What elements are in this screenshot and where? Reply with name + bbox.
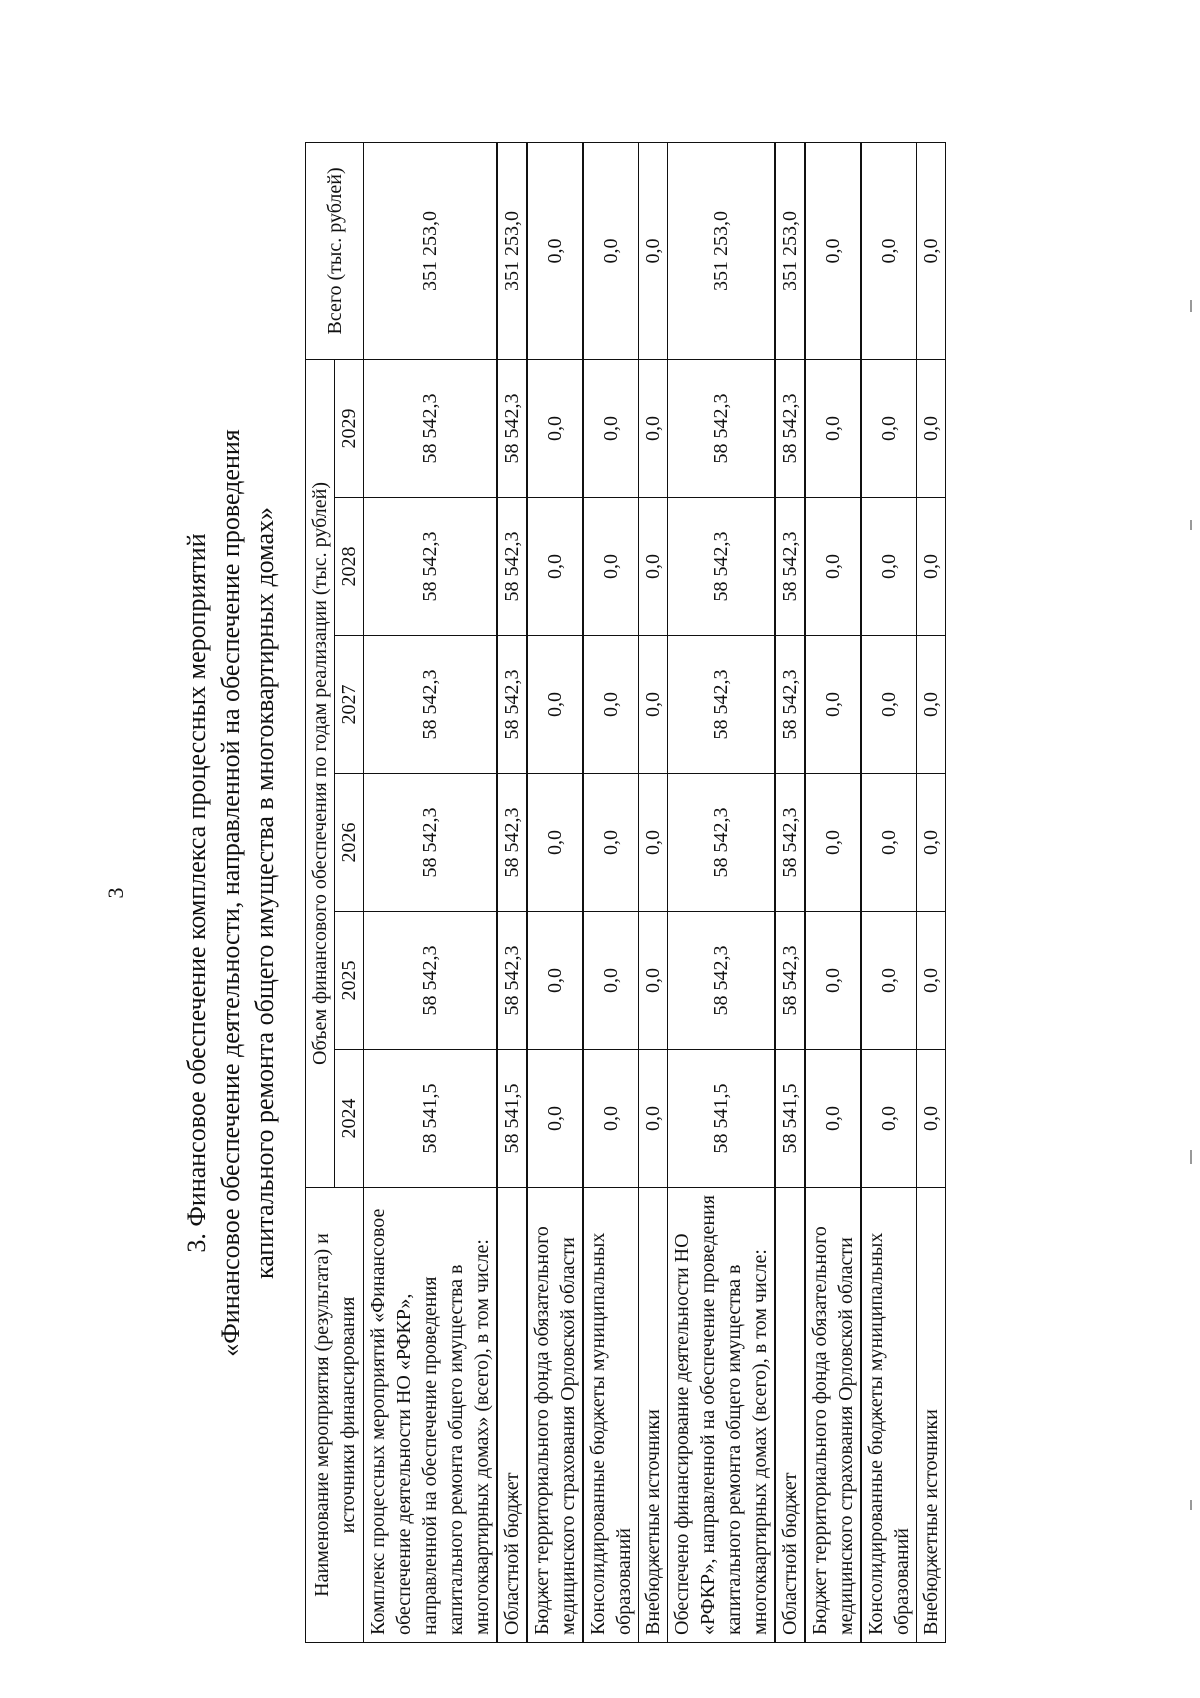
cell-value: 0,0 (805, 498, 861, 636)
cell-value: 58 542,3 (668, 498, 776, 636)
cell-total: 0,0 (527, 142, 583, 359)
cell-value: 0,0 (805, 912, 861, 1050)
cell-value: 0,0 (639, 912, 668, 1050)
cell-value: 0,0 (583, 498, 639, 636)
table-row (861, 142, 917, 1642)
cell-value: 58 542,3 (497, 498, 527, 636)
row-name: Внебюджетные источники (639, 1188, 668, 1643)
cell-value: 0,0 (583, 774, 639, 912)
cell-value: 58 542,3 (668, 636, 776, 774)
cell-value: 0,0 (527, 912, 583, 1050)
cell-value: 58 541,5 (364, 1050, 498, 1188)
cell-value: 58 542,3 (364, 636, 498, 774)
heading-line-3: капитального ремонта общего имущества в многоквартирных домах» (250, 507, 279, 1279)
cell-value: 58 542,3 (775, 774, 805, 912)
cell-value: 58 542,3 (497, 774, 527, 912)
header-year: 2027 (335, 636, 364, 774)
cell-value: 0,0 (917, 359, 946, 497)
row-name: Областной бюджет (775, 1188, 805, 1643)
cell-value: 0,0 (917, 912, 946, 1050)
cell-value: 0,0 (527, 498, 583, 636)
table-row (668, 142, 776, 1642)
cell-value: 58 542,3 (775, 498, 805, 636)
cell-total: 0,0 (639, 142, 668, 359)
cell-value: 0,0 (917, 1050, 946, 1188)
table-row (364, 142, 498, 1642)
cell-total: 0,0 (805, 142, 861, 359)
row-name: Внебюджетные источники (917, 1188, 946, 1643)
table-row (805, 142, 861, 1642)
page-number: 3 (103, 887, 128, 899)
cell-value: 58 542,3 (364, 498, 498, 636)
cell-value: 58 542,3 (364, 359, 498, 497)
cell-value: 0,0 (861, 912, 917, 1050)
table-row (775, 142, 805, 1642)
cell-value: 0,0 (639, 1050, 668, 1188)
cell-value: 0,0 (583, 359, 639, 497)
header-year: 2028 (335, 498, 364, 636)
cell-value: 0,0 (861, 636, 917, 774)
cell-value: 58 542,3 (668, 774, 776, 912)
row-name: Консолидированные бюджеты муниципальных образований (861, 1188, 917, 1643)
table-row (639, 142, 668, 1642)
cell-value: 58 542,3 (775, 912, 805, 1050)
cell-total: 0,0 (583, 142, 639, 359)
row-name: Бюджет территориального фонда обязательного медицинского страхования Орловской области (805, 1188, 861, 1643)
cell-value: 0,0 (583, 1050, 639, 1188)
cell-total: 0,0 (861, 142, 917, 359)
cell-value: 58 542,3 (775, 636, 805, 774)
cell-value: 58 542,3 (668, 359, 776, 497)
cell-value: 58 541,5 (775, 1050, 805, 1188)
cell-total: 351 253,0 (668, 142, 776, 359)
cell-value: 58 542,3 (364, 774, 498, 912)
cell-value: 0,0 (639, 774, 668, 912)
cell-value: 0,0 (639, 498, 668, 636)
scan-mark (1190, 300, 1192, 312)
table-row (917, 142, 946, 1642)
scan-mark (1190, 520, 1192, 530)
cell-value: 58 541,5 (497, 1050, 527, 1188)
header-year: 2029 (335, 359, 364, 497)
cell-value: 58 542,3 (364, 912, 498, 1050)
heading-line-2: «Финансовое обеспечение деятельности, направленной на обеспечение проведения (216, 429, 245, 1357)
header-year-group: Объем финансового обеспечения по годам реализации (тыс. рублей) (306, 359, 335, 1187)
row-name: Обеспечено финансирование деятельности НО «РФКР», направленной на обеспечение проведения капитального ремонта общего имущества в многоквартирных домах (всего), в том числе: (668, 1188, 776, 1643)
cell-value: 0,0 (861, 1050, 917, 1188)
cell-value: 0,0 (639, 359, 668, 497)
cell-total: 0,0 (917, 142, 946, 359)
cell-value: 0,0 (527, 1050, 583, 1188)
cell-value: 58 542,3 (668, 912, 776, 1050)
header-year: 2025 (335, 912, 364, 1050)
cell-value: 0,0 (583, 636, 639, 774)
cell-value: 0,0 (861, 498, 917, 636)
row-name: Бюджет территориального фонда обязательного медицинского страхования Орловской области (527, 1188, 583, 1643)
header-name: Наименование мероприятия (результата) и источники финансирования (306, 1188, 364, 1643)
section-heading (180, 118, 282, 1668)
cell-value: 0,0 (917, 498, 946, 636)
cell-value: 0,0 (527, 359, 583, 497)
cell-value: 0,0 (805, 774, 861, 912)
rotated-page-content (75, 118, 1195, 1668)
header-year: 2024 (335, 1050, 364, 1188)
table-row (583, 142, 639, 1642)
cell-value: 0,0 (527, 774, 583, 912)
cell-value: 58 542,3 (497, 359, 527, 497)
cell-value: 58 542,3 (775, 359, 805, 497)
row-name: Областной бюджет (497, 1188, 527, 1643)
cell-value: 0,0 (861, 774, 917, 912)
financing-table (305, 142, 946, 1643)
row-name: Комплекс процессных мероприятий «Финансовое обеспечение деятельности НО «РФКР», направленной на обеспечение проведения капитального ремонта общего имущества в многоквартирных домах» (всего), в том числе: (364, 1188, 498, 1643)
heading-line-1: 3. Финансовое обеспечение комплекса процессных мероприятий (182, 533, 211, 1253)
cell-value: 0,0 (639, 636, 668, 774)
cell-value: 0,0 (583, 912, 639, 1050)
cell-value: 0,0 (805, 359, 861, 497)
cell-value: 58 542,3 (497, 912, 527, 1050)
header-year: 2026 (335, 774, 364, 912)
cell-value: 58 541,5 (668, 1050, 776, 1188)
row-name: Консолидированные бюджеты муниципальных образований (583, 1188, 639, 1643)
cell-total: 351 253,0 (497, 142, 527, 359)
cell-value: 0,0 (917, 636, 946, 774)
table-row (497, 142, 527, 1642)
cell-value: 0,0 (861, 359, 917, 497)
table-row (527, 142, 583, 1642)
cell-value: 0,0 (805, 636, 861, 774)
scan-mark (1190, 1500, 1192, 1510)
cell-value: 0,0 (805, 1050, 861, 1188)
cell-value: 0,0 (917, 774, 946, 912)
cell-total: 351 253,0 (364, 142, 498, 359)
cell-value: 0,0 (527, 636, 583, 774)
cell-value: 58 542,3 (497, 636, 527, 774)
header-total: Всего (тыс. рублей) (306, 142, 364, 359)
cell-total: 351 253,0 (775, 142, 805, 359)
scan-mark (1190, 1150, 1192, 1164)
